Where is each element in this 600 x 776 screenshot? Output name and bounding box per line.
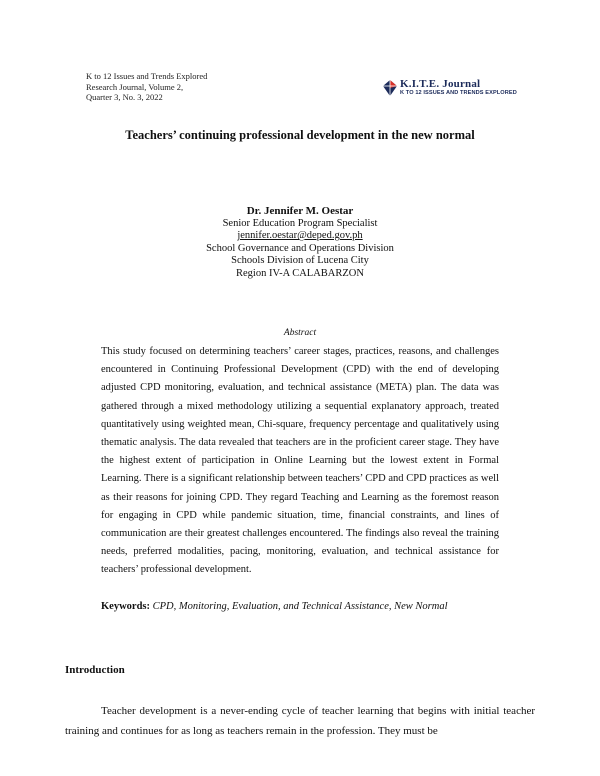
author-block	[0, 205, 600, 281]
journal-name-line: K to 12 Issues and Trends Explored	[86, 71, 208, 81]
paper-title: Teachers’ continuing professional development in the new normal	[125, 128, 475, 142]
keywords-text: CPD, Monitoring, Evaluation, and Technical Assistance, New Normal	[152, 601, 448, 612]
author-region: Region IV-A CALABARZON	[236, 267, 364, 279]
keywords	[101, 601, 521, 612]
logo-subtitle: K TO 12 ISSUES AND TRENDS EXPLORED	[400, 90, 517, 96]
author-name: Dr. Jennifer M. Oestar	[246, 205, 354, 217]
abstract-heading: Abstract	[283, 328, 317, 338]
logo-title: K.I.T.E. Journal	[400, 78, 481, 90]
author-position: Senior Education Program Specialist	[222, 217, 378, 229]
keywords-label: Keywords:	[101, 601, 150, 612]
introduction-heading: Introduction	[65, 664, 125, 676]
author-email-link[interactable]: jennifer.oestar@deped.gov.ph	[237, 230, 363, 242]
running-header	[86, 71, 207, 103]
abstract-text: This study focused on determining teachers’ career stages, practices, reasons, and challenges encountered in Continuing Professional Development (CPD) with the end of developing adjusted CPD monitoring, evaluation, and technical assistance (META) plan. The data was gathered through a mixed methodology utilizing a sequential explanatory approach, treated quantitatively using weighted mean, Chi-square, frequency percentage and qualitatively using thematic analysis. The data revealed that teachers are in the proficient career stage. They have the highest extent of participation in Online Learning but the lowest extent in Formal Learning. There is a significant relationship between teachers’ CPD and CPD practices as well as their reasons for joining CPD. They regard Teaching and Learning as the foremost reason for engaging in CPD while pandemic situation, time, financial constraints, and lines of communication are their greatest challenges encountered. The findings also reveal the training needs, preferred modalities, pacing, monitoring, evaluation, and technical assistance for teachers’ professional development.	[101, 346, 499, 576]
author-division: School Governance and Operations Division	[206, 242, 394, 254]
introduction-text: Teacher development is a never-ending cycle of teacher learning that begins with initial teacher training and continues for as long as teachers remain in the profession. They must be	[65, 705, 535, 737]
author-schools-division: Schools Division of Lucena City	[231, 255, 369, 267]
journal-logo	[383, 78, 531, 98]
kite-icon	[383, 80, 397, 96]
journal-issue-line: Quarter 3, No. 3, 2022	[86, 92, 163, 102]
journal-volume-line: Research Journal, Volume 2,	[86, 81, 184, 92]
